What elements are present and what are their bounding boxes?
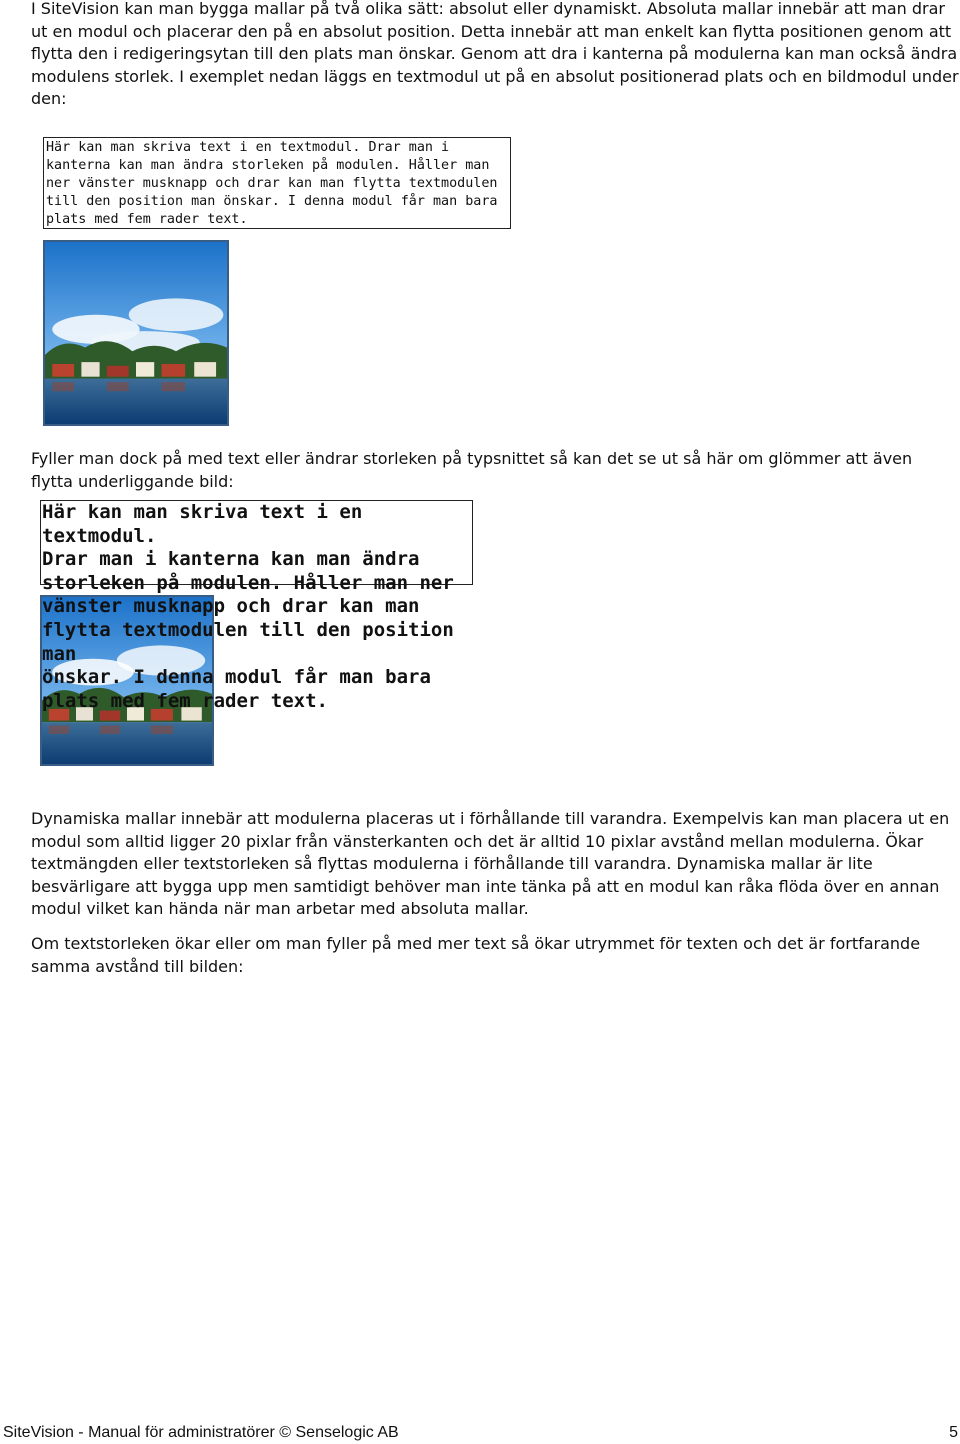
example-text-module: Här kan man skriva text i en textmodul. Drar man i kanterna kan man ändra storleken på modulen. Håller man ner vänster musknapp och drar kan man flytta textmodulen till den position man önskar. I denna modul får man bara plats med fem rader text. [43, 137, 511, 229]
overflow-paragraph: Fyller man dock på med text eller ändrar storleken på typsnittet så kan det se ut så här om glömmer att även flytta underliggande bild: [31, 449, 913, 491]
overflowing-text-module: Här kan man skriva text i en textmodul. Drar man i kanterna kan man ändra storleken på modulen. Håller man ner vänster musknapp och drar kan man flytta textmodulen till den position man önskar. I denna modul får man bara plats med fem rader text. [40, 500, 473, 585]
page-number: 5 [949, 1424, 958, 1441]
page-footer [3, 1424, 958, 1442]
dynamic-templates-paragraph: Dynamiska mallar innebär att modulerna placeras ut i förhållande till varandra. Exempelvis kan man placera ut en modul som alltid ligger 20 pixlar från vänsterkanten och det är alltid 10 pixlar avstånd mellan modulerna. Ökar textmängden eller textstorleken så flyttas modulerna i förhållande till varandra. Dynamiska mallar är lite besvärligare att bygga upp men samtidigt behöver man inte tänka på att en modul kan råka flöda över en annan modul vilket kan hända när man arbetar med absoluta mallar. [31, 809, 950, 919]
footer-text: SiteVision - Manual för administratörer © Senselogic AB [3, 1424, 399, 1441]
lake-houses-photo [45, 242, 227, 424]
example-image-module [43, 240, 229, 426]
intro-paragraph: I SiteVision kan man bygga mallar på två olika sätt: absolut eller dynamiskt. Absoluta mallar innebär att man drar ut en modul och placerar den på en absolut position. Detta innebär att man enkelt kan flytta positionen genom att flytta den i redigeringsytan till den plats man önskar. Genom att dra i kanterna på modulerna kan man också ändra modulens storlek. I exemplet nedan läggs en textmodul ut på en absolut positionerad plats och en bildmodul under den: [31, 0, 959, 109]
dynamic-example-paragraph: Om textstorleken ökar eller om man fyller på med mer text så ökar utrymmet för texten och det är fortfarande samma avstånd till bilden: [31, 934, 921, 976]
